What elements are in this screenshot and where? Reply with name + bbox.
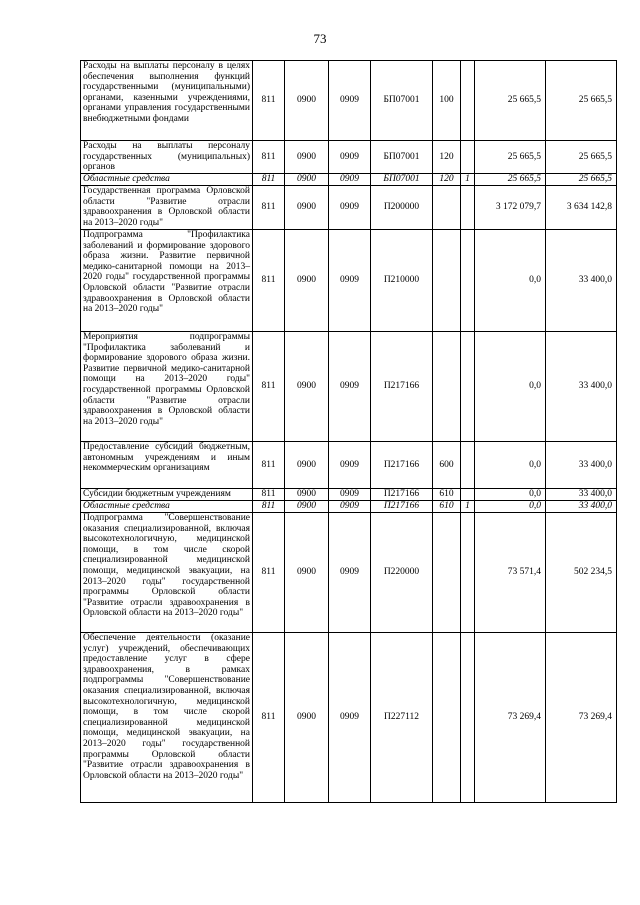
cell-code-3: 0909	[329, 633, 371, 803]
cell-source-code	[461, 186, 475, 230]
cell-code-3: 0909	[329, 332, 371, 442]
cell-source-code	[461, 332, 475, 442]
row-description: Предоставление субсидий бюджетным, автономным учреждениям и иным некоммерческим организациям	[81, 442, 253, 489]
cell-source-code	[461, 141, 475, 174]
cell-code-2: 0900	[285, 174, 329, 186]
cell-code-2: 0900	[285, 489, 329, 501]
page-number: 73	[313, 31, 327, 46]
cell-code-1: 811	[253, 332, 285, 442]
table-row	[81, 501, 617, 513]
cell-expense-type: 120	[433, 141, 461, 174]
cell-amount-2: 25 665,5	[546, 61, 617, 141]
cell-code-2: 0900	[285, 61, 329, 141]
cell-amount-2: 502 234,5	[546, 513, 617, 633]
row-description: Подпрограмма "Профилактика заболеваний и формирование здорового образа жизни. Развитие первичной медико-санитарной помощи на 2013–2020 годы" государственной программы Орловской области "Развитие отрасли здравоохранения в Орловской области на 2013–2020 годы"	[81, 230, 253, 332]
table-row	[81, 61, 617, 141]
cell-amount-1: 73 571,4	[475, 513, 546, 633]
cell-amount-2: 3 634 142,8	[546, 186, 617, 230]
cell-amount-1: 0,0	[475, 442, 546, 489]
cell-target-article: БП07001	[371, 141, 433, 174]
cell-amount-1: 0,0	[475, 230, 546, 332]
table-row	[81, 442, 617, 489]
cell-amount-1: 0,0	[475, 489, 546, 501]
cell-expense-type	[433, 633, 461, 803]
cell-code-1: 811	[253, 633, 285, 803]
cell-code-3: 0909	[329, 442, 371, 489]
cell-code-2: 0900	[285, 186, 329, 230]
cell-code-1: 811	[253, 501, 285, 513]
row-description: Государственная программа Орловской области "Развитие отрасли здравоохранения в Орловской области на 2013–2020 годы"	[81, 186, 253, 230]
cell-amount-1: 0,0	[475, 501, 546, 513]
cell-target-article: БП07001	[371, 174, 433, 186]
cell-amount-1: 73 269,4	[475, 633, 546, 803]
table-row	[81, 230, 617, 332]
cell-code-1: 811	[253, 141, 285, 174]
table-row	[81, 633, 617, 803]
row-description: Расходы на выплаты персоналу в целях обеспечения выполнения функций государственными (муниципальными) органами, казенными учреждениями, органами управления государственными внебюджетными фондами	[81, 61, 253, 141]
cell-expense-type	[433, 332, 461, 442]
cell-amount-2: 33 400,0	[546, 230, 617, 332]
cell-code-3: 0909	[329, 501, 371, 513]
cell-code-3: 0909	[329, 61, 371, 141]
row-description: Расходы на выплаты персоналу государственных (муниципальных) органов	[81, 141, 253, 174]
row-description: Областные средства	[81, 174, 253, 186]
cell-target-article: П217166	[371, 442, 433, 489]
cell-expense-type	[433, 230, 461, 332]
cell-source-code: 1	[461, 501, 475, 513]
cell-target-article: П217166	[371, 489, 433, 501]
table-row	[81, 332, 617, 442]
cell-expense-type: 100	[433, 61, 461, 141]
cell-amount-2: 25 665,5	[546, 141, 617, 174]
cell-code-2: 0900	[285, 501, 329, 513]
cell-amount-2: 33 400,0	[546, 501, 617, 513]
cell-target-article: П227112	[371, 633, 433, 803]
cell-amount-1: 25 665,5	[475, 174, 546, 186]
cell-amount-1: 0,0	[475, 332, 546, 442]
cell-target-article: П210000	[371, 230, 433, 332]
cell-code-2: 0900	[285, 513, 329, 633]
cell-expense-type: 120	[433, 174, 461, 186]
table-row	[81, 141, 617, 174]
cell-amount-1: 25 665,5	[475, 61, 546, 141]
cell-target-article: П217166	[371, 332, 433, 442]
cell-code-2: 0900	[285, 442, 329, 489]
cell-source-code	[461, 633, 475, 803]
cell-amount-2: 73 269,4	[546, 633, 617, 803]
table-body	[81, 61, 617, 803]
cell-source-code	[461, 230, 475, 332]
cell-code-1: 811	[253, 174, 285, 186]
cell-source-code	[461, 489, 475, 501]
row-description: Субсидии бюджетным учреждениям	[81, 489, 253, 501]
row-description: Мероприятия подпрограммы "Профилактика заболеваний и формирование здорового образа жизни. Развитие первичной медико-санитарной помощи на 2013–2020 годы" государственной программы Орловской области "Развитие отрасли здравоохранения в Орловской области на 2013–2020 годы"	[81, 332, 253, 442]
cell-target-article: БП07001	[371, 61, 433, 141]
table-row	[81, 513, 617, 633]
cell-target-article: П200000	[371, 186, 433, 230]
cell-amount-1: 3 172 079,7	[475, 186, 546, 230]
cell-code-1: 811	[253, 442, 285, 489]
cell-code-3: 0909	[329, 489, 371, 501]
cell-code-1: 811	[253, 513, 285, 633]
cell-source-code	[461, 442, 475, 489]
cell-amount-1: 25 665,5	[475, 141, 546, 174]
cell-code-2: 0900	[285, 141, 329, 174]
cell-expense-type	[433, 186, 461, 230]
cell-expense-type: 600	[433, 442, 461, 489]
cell-source-code	[461, 513, 475, 633]
cell-code-1: 811	[253, 230, 285, 332]
cell-expense-type: 610	[433, 501, 461, 513]
cell-code-3: 0909	[329, 174, 371, 186]
cell-code-1: 811	[253, 489, 285, 501]
row-description: Областные средства	[81, 501, 253, 513]
row-description: Обеспечение деятельности (оказание услуг) учреждений, обеспечивающих предоставление услуг в сфере здравоохранения, в рамках подпрограммы "Совершенствование оказания специализированной, включая высокотехнологичную, медицинской помощи, в том числе скорой специализированной медицинской помощи, медицинской эвакуации, на 2013–2020 годы" государственной программы Орловской области "Развитие отрасли здравоохранения в Орловской области на 2013–2020 годы"	[81, 633, 253, 803]
cell-amount-2: 33 400,0	[546, 332, 617, 442]
cell-code-1: 811	[253, 61, 285, 141]
cell-code-2: 0900	[285, 633, 329, 803]
cell-expense-type: 610	[433, 489, 461, 501]
cell-amount-2: 33 400,0	[546, 442, 617, 489]
cell-code-3: 0909	[329, 230, 371, 332]
cell-target-article: П220000	[371, 513, 433, 633]
budget-table	[80, 60, 617, 803]
cell-code-1: 811	[253, 186, 285, 230]
cell-code-3: 0909	[329, 513, 371, 633]
cell-amount-2: 25 665,5	[546, 174, 617, 186]
cell-target-article: П217166	[371, 501, 433, 513]
cell-code-2: 0900	[285, 332, 329, 442]
table-row	[81, 174, 617, 186]
table-row	[81, 489, 617, 501]
cell-code-3: 0909	[329, 141, 371, 174]
table-row	[81, 186, 617, 230]
cell-code-2: 0900	[285, 230, 329, 332]
cell-source-code: 1	[461, 174, 475, 186]
row-description: Подпрограмма "Совершенствование оказания специализированной, включая высокотехнологичную, медицинской помощи, в том числе скорой специализированной медицинской помощи, медицинской эвакуации, на 2013–2020 годы" государственной программы Орловской области "Развитие отрасли здравоохранения в Орловской области на 2013–2020 годы"	[81, 513, 253, 633]
cell-source-code	[461, 61, 475, 141]
cell-expense-type	[433, 513, 461, 633]
cell-code-3: 0909	[329, 186, 371, 230]
cell-amount-2: 33 400,0	[546, 489, 617, 501]
